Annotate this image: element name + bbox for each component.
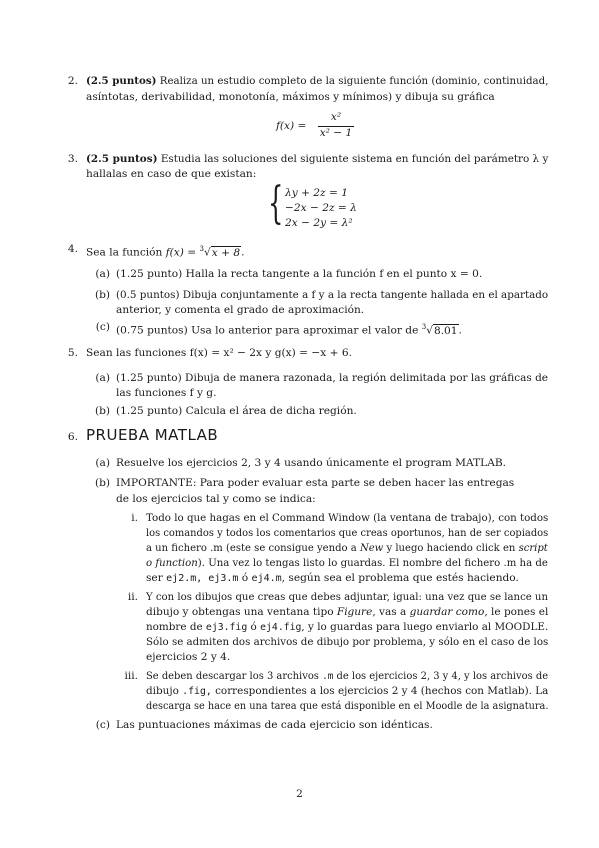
cube-root-801-index: 3 [421, 323, 427, 331]
item-iii-text-3: descarga se hace en una tarea que está disponible en el Moodle de la asignatura. [146, 700, 549, 712]
cube-root-801-radicand: 8.01 [433, 324, 458, 337]
item-ii-text-3a: nombre de [146, 621, 203, 633]
item-i-new: New [359, 542, 384, 554]
problem-6-number: 6. [67, 431, 78, 443]
item-i-line-3 [146, 541, 548, 555]
problem-2-line-1 [86, 74, 548, 88]
item-i-text-4b: ). Una vez lo tengas listo lo guardas. El nombre del fichero .m ha de [197, 557, 548, 569]
item-iii-text-1a: Se deben descargar los 3 archivos [146, 670, 319, 682]
item-ii-fig3: ej3.fig [205, 622, 248, 633]
item-i-text-3a: a un fichero .m (este se consigue yendo a [146, 542, 357, 554]
problem-2-function-lhs: f(x) = [276, 120, 307, 132]
problem-4c-text: Usa lo anterior para aproximar el valor de [191, 324, 419, 337]
problem-5a-text-2: las funciones f y g. [116, 387, 217, 399]
problem-5b-points: (1.25 punto) [116, 405, 183, 417]
item-ii-text-2c: , le pones el [484, 606, 549, 618]
problem-6a-text: Resuelve los ejercicios 2, 3 y 4 usando únicamente el program MATLAB. [116, 457, 506, 469]
item-i-files: ej2.m, ej3.m [166, 573, 239, 584]
item-ii-guardar: guardar como [409, 606, 485, 618]
item-iii-line-2 [146, 684, 548, 699]
problem-5a-line-1 [116, 371, 548, 385]
page-number: 2 [296, 788, 303, 800]
item-i-text-2: los comandos y todos los comentarios que creas oportunos, han de ser copiados [146, 527, 549, 539]
cube-root-symbol: $^3$√x + 8 [199, 245, 241, 259]
item-ii-text-3b: , y lo guardas para luego enviarlo al MOODLE. [301, 621, 549, 633]
item-iii-m: .m [322, 671, 334, 682]
problem-4b-text-1: Dibuja conjuntamente a f y a la recta tangente hallada en el apartado [182, 289, 549, 301]
problem-5b-text: Calcula el área de dicha región. [185, 405, 357, 417]
item-iii-line-1 [146, 669, 548, 684]
item-iii-fig: .fig, [182, 686, 212, 697]
problem-2-numerator: x² [330, 111, 342, 123]
item-ii-text-2a: dibujo y obtengas una ventana tipo [146, 606, 334, 618]
item-ii-line-2 [146, 605, 548, 619]
problem-4a-line [116, 267, 482, 281]
item-ii-fig4: ej4.fig [260, 622, 302, 633]
problem-6-title: PRUEBA MATLAB [86, 426, 219, 444]
item-i-o: o [146, 557, 153, 569]
cube-root-radicand: x + 8 [211, 246, 241, 259]
problem-3-text-2: hallalas en caso de que existan: [86, 168, 257, 180]
cube-root-801-symbol: $^3$√8.01 [421, 323, 458, 337]
item-ii-o: ó [250, 621, 257, 633]
problem-6b-text-2: de los ejercicios tal y como se indica: [116, 493, 316, 505]
problem-4b-line-1 [116, 288, 548, 302]
problem-4a-text: Halla la recta tangente a la función f en el punto x = 0. [185, 268, 483, 280]
item-iii-text-2a: dibujo [146, 685, 179, 697]
problem-6a-label: (a) [95, 457, 110, 469]
system-equation-1: λy + 2z = 1 [285, 187, 348, 199]
problem-2-text-2: asíntotas, derivabilidad, monotonía, máximos y mínimos) y dibuja su gráfica [86, 91, 495, 103]
problem-4b-points: (0.5 puntos) [116, 289, 180, 301]
problem-2-text-1: Realiza un estudio completo de la siguiente función (dominio, continuidad, [159, 75, 549, 87]
item-i-function: function [155, 557, 198, 569]
item-i-file4: ej4.m [251, 573, 282, 584]
problem-5a-label: (a) [95, 372, 110, 384]
item-i-text-3b: y luego haciendo click en [386, 542, 516, 554]
item-i-text-5a: ser [146, 572, 163, 584]
problem-4-number: 4. [67, 243, 78, 255]
system-equation-2: −2x − 2z = λ [285, 202, 357, 214]
problem-5-text: Sean las funciones f(x) = x² − 2x y g(x) = −x + 6. [86, 347, 352, 359]
item-i-script: script [518, 542, 548, 554]
problem-4c-line [116, 320, 462, 338]
item-ii-text-2b: , vas a [372, 606, 407, 618]
problem-3-points: (2.5 puntos) [86, 153, 158, 165]
item-ii-text-1: Y con los dibujos que creas que debes adjuntar, igual: una vez que se lance un [146, 591, 548, 603]
item-iii-text-2b: correspondientes a los ejercicios 2 y 4 (hechos con Matlab). La [215, 685, 549, 697]
problem-3-number: 3. [67, 153, 78, 165]
problem-4-intro [86, 242, 244, 260]
problem-5b-label: (b) [94, 405, 110, 417]
problem-5a-text-1: Dibuja de manera razonada, la región delimitada por las gráficas de [185, 372, 549, 384]
problem-4a-points: (1.25 punto) [116, 268, 183, 280]
problem-4c-label: (c) [95, 321, 110, 333]
item-ii-label: ii. [127, 591, 138, 603]
item-i-text-1: Todo lo que hagas en el Command Window (la ventana de trabajo), con todos [146, 512, 549, 524]
item-i-text-5b: , según sea el problema que estés haciendo. [281, 572, 519, 584]
problem-2-number: 2. [67, 75, 78, 87]
cube-root-index: 3 [199, 245, 204, 253]
problem-4c-points: (0.75 puntos) [116, 324, 188, 337]
problem-3-text-1: Estudia las soluciones del siguiente sistema en función del parámetro λ y [160, 153, 549, 165]
problem-2-denominator: x² − 1 [319, 127, 353, 139]
item-ii-figure: Figure [336, 606, 373, 618]
system-brace: { [268, 178, 284, 229]
problem-4b-text-2: anterior, y comenta el grado de aproximación. [116, 304, 365, 316]
problem-5b-line [116, 404, 357, 418]
problem-6b-label: (b) [94, 477, 110, 489]
item-iii-text-1b: de los ejercicios 2, 3 y 4, y los archivos de [336, 670, 549, 682]
problem-2-points: (2.5 puntos) [86, 75, 157, 87]
problem-4-intro-text: Sea la función [86, 246, 163, 259]
item-ii-text-5: ejercicios 2 y 4. [146, 651, 231, 663]
problem-6b-text-1: IMPORTANTE: Para poder evaluar esta parte se deben hacer las entregas [116, 477, 515, 489]
problem-5a-points: (1.25 punto) [116, 372, 182, 384]
system-equation-3: 2x − 2y = λ² [285, 217, 353, 229]
item-iii-label: iii. [124, 670, 138, 682]
item-i-o2: ó [241, 572, 249, 584]
problem-6c-text: Las puntuaciones máximas de cada ejercicio son idénticas. [116, 719, 433, 731]
problem-4-period: . [241, 246, 245, 259]
item-ii-text-4: Sólo se admiten dos archivos de dibujo por problema, y sólo en el caso de los [146, 636, 549, 648]
problem-4b-label: (b) [94, 289, 110, 301]
item-i-label: i. [131, 512, 138, 524]
problem-3-line-1 [86, 152, 548, 166]
problem-4a-label: (a) [95, 268, 110, 280]
item-i-line-5 [146, 571, 519, 586]
problem-5-number: 5. [67, 347, 78, 359]
problem-4-function-lhs: f(x) = [165, 246, 197, 259]
item-ii-line-3 [146, 620, 548, 635]
problem-4c-period: . [458, 324, 462, 337]
problem-6c-label: (c) [95, 719, 110, 731]
item-i-line-4 [146, 556, 548, 570]
